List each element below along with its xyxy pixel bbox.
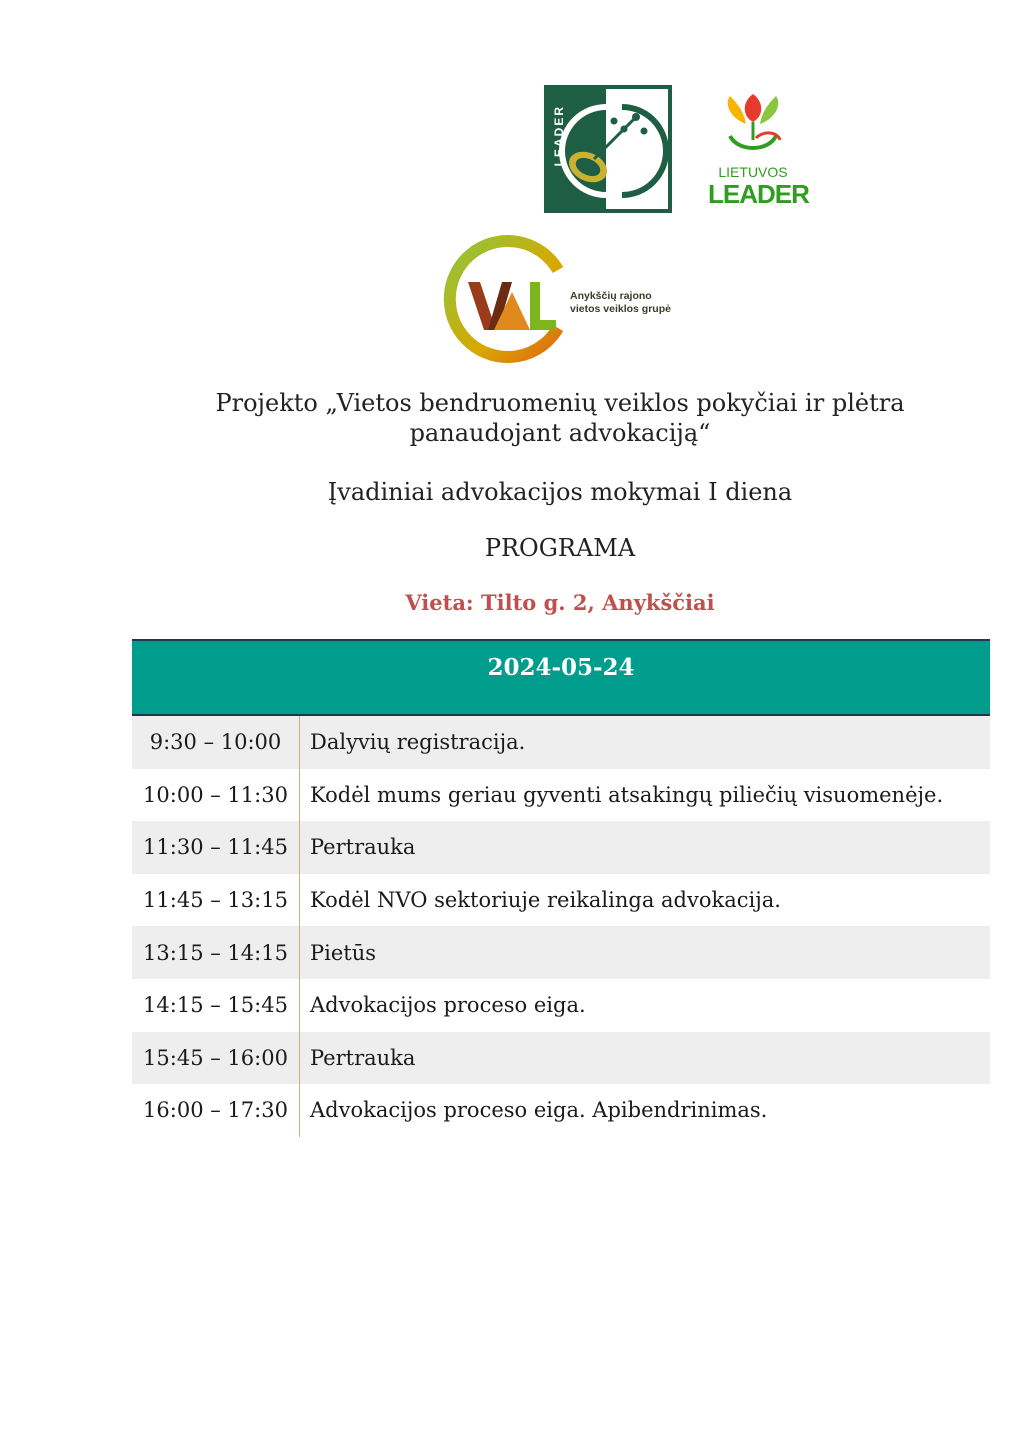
lietuvos-leader-logo: [708, 82, 809, 210]
table-row: [132, 716, 990, 769]
activity-cell: Advokacijos proceso eiga.: [310, 993, 586, 1018]
schedule-date: 2024-05-24: [132, 639, 990, 716]
program-heading: PROGRAMA: [484, 534, 636, 562]
training-subtitle: Įvadiniai advokacijos mokymai I diena: [327, 478, 793, 506]
activity-cell: Pertrauka: [310, 1045, 416, 1070]
time-cell: 11:45 – 13:15: [132, 874, 300, 927]
table-row: [132, 821, 990, 874]
table-row: [132, 979, 990, 1032]
activity-cell: Advokacijos proceso eiga. Apibendrinimas.: [310, 1098, 768, 1123]
time-cell: 15:45 – 16:00: [132, 1032, 300, 1085]
vvg-logo: [440, 234, 680, 364]
time-cell: 10:00 – 11:30: [132, 769, 300, 822]
time-cell: 16:00 – 17:30: [132, 1084, 300, 1137]
lietuvos-text: LIETUVOS: [718, 164, 788, 180]
leader-eu-logo: [544, 85, 672, 213]
table-row: [132, 769, 990, 822]
time-cell: 11:30 – 11:45: [132, 821, 300, 874]
project-title: Projekto „Vietos bendruomenių veiklos pokyčiai ir plėtra panaudojant advokaciją“: [215, 389, 905, 447]
time-cell: 13:15 – 14:15: [132, 926, 300, 979]
leader-word: LEADER: [552, 105, 566, 167]
activity-cell: Pietūs: [310, 940, 377, 965]
schedule-table: [132, 639, 990, 1137]
time-cell: 9:30 – 10:00: [132, 716, 300, 769]
activity-cell: Pertrauka: [310, 835, 416, 860]
leader-text: LEADER: [708, 179, 809, 209]
activity-cell: Kodėl mums geriau gyventi atsakingų piliečių visuomenėje.: [310, 782, 944, 807]
table-row: [132, 874, 990, 927]
vvg-name-line2: vietos veiklos grupė: [570, 303, 671, 315]
activity-cell: Kodėl NVO sektoriuje reikalinga advokacija.: [310, 888, 781, 913]
table-row: [132, 1032, 990, 1085]
activity-cell: Dalyvių registracija.: [310, 730, 526, 755]
table-row: [132, 1084, 990, 1137]
vvg-name-line1: Anykščių rajono: [570, 290, 652, 302]
venue-line: Vieta: Tilto g. 2, Anykščiai: [405, 590, 715, 615]
table-row: [132, 926, 990, 979]
time-cell: 14:15 – 15:45: [132, 979, 300, 1032]
